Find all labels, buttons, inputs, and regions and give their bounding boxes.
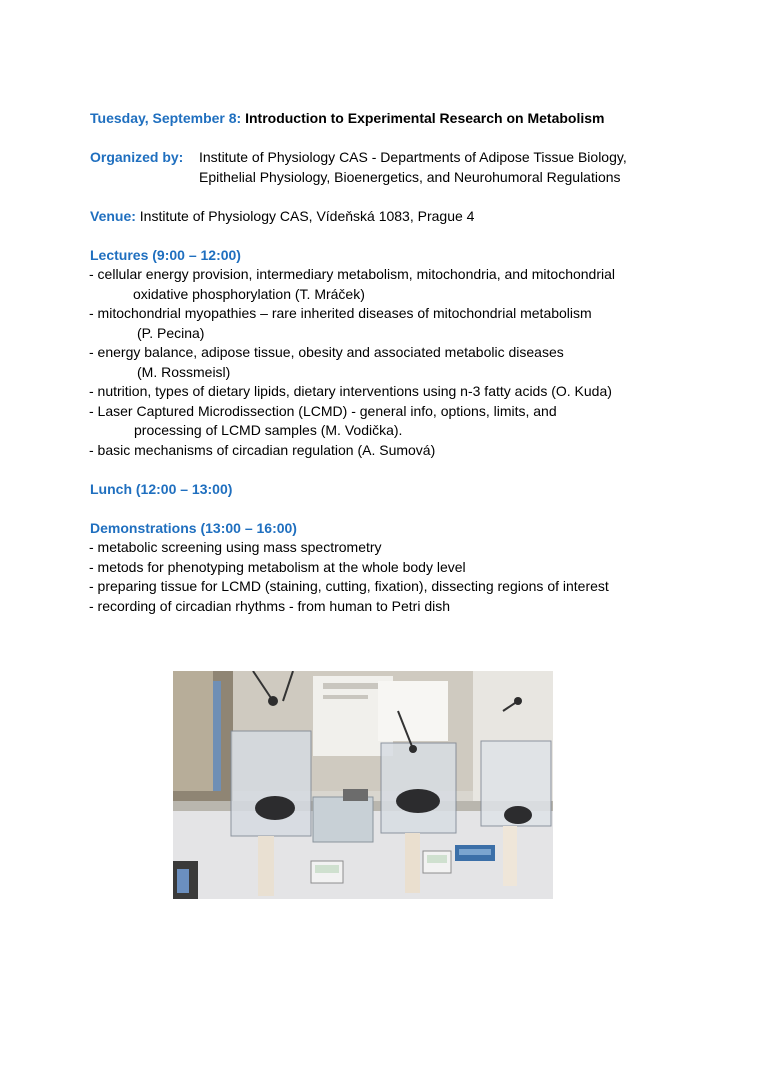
demonstrations-list	[89, 538, 709, 616]
venue-label: Venue:	[90, 207, 136, 224]
organized-by-text: Institute of Physiology CAS - Departments of Adipose Tissue Biology, Epithelial Physiology, Bioenergetics, and Neurohumoral Regulations	[199, 149, 627, 185]
venue-line	[90, 207, 710, 227]
lecture-item-continuation: processing of LCMD samples (M. Vodička).	[134, 422, 403, 438]
lecture-item-continuation: oxidative phosphorylation (T. Mráček)	[133, 285, 365, 302]
lecture-item: - mitochondrial myopathies – rare inherited diseases of mitochondrial metabolism	[89, 305, 592, 321]
venue-text: Institute of Physiology CAS, Vídeňská 1083, Prague 4	[139, 207, 475, 224]
document-page	[90, 109, 710, 616]
demonstration-item: - metods for phenotyping metabolism at the whole body level	[89, 558, 466, 575]
demonstration-item: - recording of circadian rhythms - from human to Petri dish	[89, 597, 451, 614]
lecture-item-continuation: (M. Rossmeisl)	[137, 363, 231, 380]
lecture-item-continuation: (P. Pecina)	[137, 324, 205, 341]
day-heading	[90, 109, 710, 129]
lecture-item: - cellular energy provision, intermediary metabolism, mitochondria, and mitochondrial	[89, 266, 616, 282]
lab-photo	[173, 671, 553, 899]
demonstrations-heading: Demonstrations (13:00 – 16:00)	[90, 519, 297, 536]
demonstration-item: - metabolic screening using mass spectrometry	[89, 539, 382, 555]
lectures-heading: Lectures (9:00 – 12:00)	[90, 246, 241, 263]
lecture-item: - energy balance, adipose tissue, obesity and associated metabolic diseases	[89, 344, 564, 360]
demonstration-item: - preparing tissue for LCMD (staining, cutting, fixation), dissecting regions of interest	[89, 578, 609, 594]
organized-by-label: Organized by:	[90, 149, 184, 165]
lecture-item: - nutrition, types of dietary lipids, dietary interventions using n-3 fatty acids (O. Kuda)	[89, 383, 612, 399]
lectures-list	[89, 265, 709, 460]
day-title: Introduction to Experimental Research on Metabolism	[245, 110, 605, 126]
lunch-heading: Lunch (12:00 – 13:00)	[90, 480, 233, 497]
lecture-item: - Laser Captured Microdissection (LCMD) - general info, options, limits, and	[89, 402, 557, 419]
organized-by-block	[90, 148, 710, 187]
day-label: Tuesday, September 8:	[90, 110, 242, 126]
lecture-item: - basic mechanisms of circadian regulation (A. Sumová)	[89, 441, 436, 458]
